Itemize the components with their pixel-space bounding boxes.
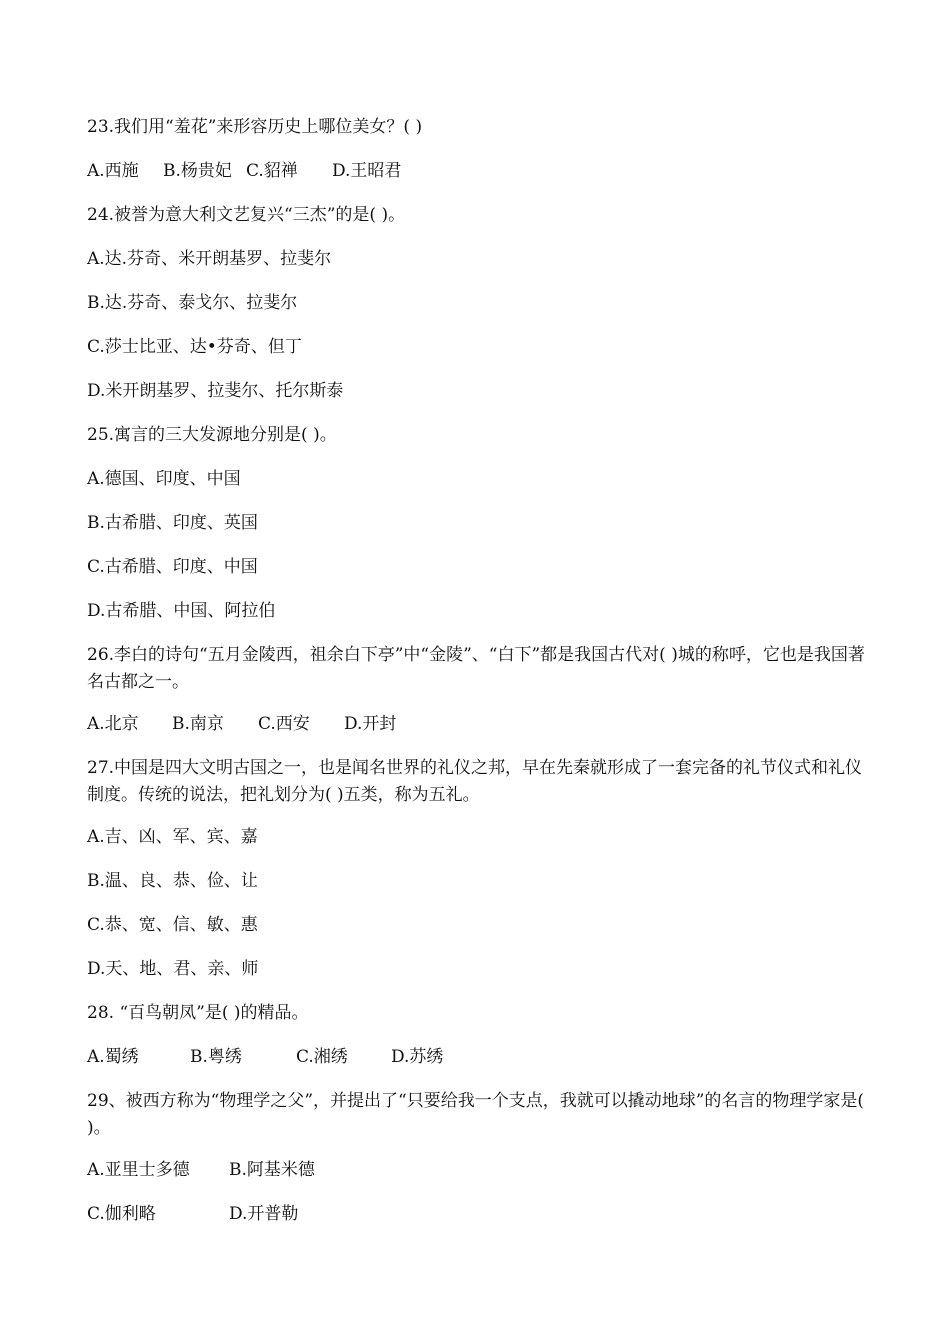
question-28-option-d: D.苏绣 <box>391 1047 444 1067</box>
question-27-stem: 27.中国是四大文明古国之一，也是闻名世界的礼仪之邦，早在先秦就形成了一套完备的礼节仪式和礼仪制度。传统的说法，把礼划分为( )五类，称为五礼。 <box>87 758 863 805</box>
question-24-option-a: A.达.芬奇、米开朗基罗、拉斐尔 <box>87 249 332 269</box>
question-25-option-c: C.古希腊、印度、中国 <box>87 557 258 577</box>
question-29-options-row-1 <box>87 1160 877 1180</box>
question-26-option-a: A.北京 <box>87 714 139 734</box>
question-23-options <box>87 161 877 181</box>
question-29-options-row-2 <box>87 1204 877 1224</box>
question-25-option-d: D.古希腊、中国、阿拉伯 <box>87 601 276 621</box>
question-28-option-a: A.蜀绣 <box>87 1047 139 1067</box>
question-24-option-b: B.达.芬奇、泰戈尔、拉斐尔 <box>87 293 298 313</box>
question-29-option-c: C.伽利略 <box>87 1204 156 1224</box>
question-28-stem: 28. “百鸟朝凤”是( )的精品。 <box>87 1003 309 1023</box>
question-29-option-b: B.阿基米德 <box>229 1160 315 1180</box>
question-29-option-a: A.亚里士多德 <box>87 1160 190 1180</box>
question-27-option-b: B.温、良、恭、俭、让 <box>87 871 258 891</box>
question-27-option-d: D.天、地、君、亲、师 <box>87 959 259 979</box>
question-28-option-b: B.粤绣 <box>190 1047 242 1067</box>
question-23-option-b: B.杨贵妃 <box>163 161 232 181</box>
question-23-option-d: D.王昭君 <box>332 161 402 181</box>
question-29-option-d: D.开普勒 <box>229 1204 299 1224</box>
question-27-option-c: C.恭、宽、信、敏、惠 <box>87 915 258 935</box>
question-23-option-c: C.貂禅 <box>246 161 298 181</box>
question-26-option-c: C.西安 <box>258 714 310 734</box>
question-23-stem: 23.我们用“羞花”来形容历史上哪位美女？( ) <box>87 117 423 137</box>
question-27-option-a: A.吉、凶、军、宾、嘉 <box>87 827 258 847</box>
question-28-option-c: C.湘绣 <box>296 1047 348 1067</box>
question-25-option-b: B.古希腊、印度、英国 <box>87 513 258 533</box>
question-23-option-a: A.西施 <box>87 161 139 181</box>
question-24-option-c: C.莎士比亚、达•芬奇、但丁 <box>87 337 302 357</box>
question-29-stem: 29、被西方称为“物理学之父”，并提出了“只要给我一个支点，我就可以撬动地球”的名言的物理学家是( )。 <box>87 1091 865 1138</box>
question-26-option-d: D.开封 <box>344 714 397 734</box>
question-26-options <box>87 714 877 734</box>
question-25-option-a: A.德国、印度、中国 <box>87 469 241 489</box>
question-24-option-d: D.米开朗基罗、拉斐尔、托尔斯泰 <box>87 381 344 401</box>
question-24-stem: 24.被誉为意大利文艺复兴“三杰”的是( )。 <box>87 205 406 225</box>
question-28-options <box>87 1047 877 1067</box>
question-26-stem: 26.李白的诗句“五月金陵西，祖余白下亭”中“金陵”、“白下”都是我国古代对( )城的称呼，它也是我国著名古都之一。 <box>87 645 865 692</box>
question-25-stem: 25.寓言的三大发源地分别是( )。 <box>87 425 337 445</box>
question-26-option-b: B.南京 <box>172 714 224 734</box>
